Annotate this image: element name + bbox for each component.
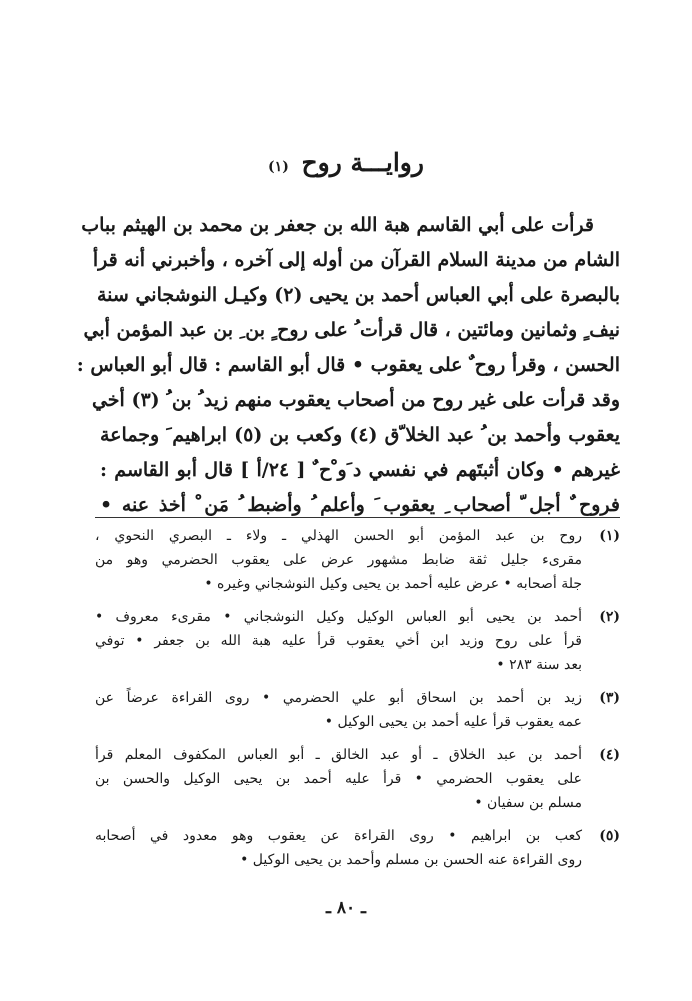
footnote-number: (٥) <box>599 828 620 844</box>
footnote-line: زيد بن أحمد بن اسحاق أبو علي الحضرمي • روى القراءة عرضاً عن <box>95 690 582 706</box>
section-title-text: روايـــة روح <box>301 148 424 177</box>
footnote-line: قرأ على روح وزيد ابن أخي يعقوب قرأ عليه هبة الله بن جعفر • توفي <box>95 633 582 649</box>
footnote <box>95 824 620 872</box>
footnote-line: بعد سنة ٢٨٣ • <box>496 657 582 673</box>
title-footnote-ref: (١) <box>268 159 289 175</box>
footnote-line: مقرىء جليل ثقة ضابط مشهور عرض على يعقوب الحضرمي وهو من <box>95 552 582 568</box>
text-line: غيرهم • وكان أثبتَهم في نفسي د َو ْح ٌ [ ٢٤/أ ] قال أبو القاسم : <box>100 459 620 481</box>
footnote-line: أحمد بن عبد الخلاق ـ أو عبد الخالق ـ أبو العباس المكفوف المعلم قرأ <box>95 747 582 763</box>
footnote <box>95 686 620 734</box>
footnote-divider <box>95 517 620 518</box>
footnote <box>95 743 620 815</box>
main-text <box>76 208 621 523</box>
footnote-line: على يعقوب الحضرمي • قرأ عليه أحمد بن يحيى الوكيل والحسن بن <box>95 771 582 787</box>
footnote-line: كعب بن ابراهيم • روى القراءة عن يعقوب وهو معدود في أصحابه <box>95 828 582 844</box>
footnote-line: روح بن عبد المؤمن أبو الحسن الهذلي ـ ولاء ـ البصري النحوي ، <box>95 528 582 544</box>
page-number: ـ ٨٠ ـ <box>325 898 367 918</box>
section-title <box>0 148 692 177</box>
footnote-line: جلة أصحابه • عرض عليه أحمد بن يحيى وكيل النوشجاني وغيره • <box>204 576 582 592</box>
text-line: وقد قرأت على غير روح من أصحاب يعقوب منهم زيد ُ بن ُ (٣) أخي <box>91 389 620 411</box>
text-line: الحسن ، وقرأ روح ٌ على يعقوب • قال أبو القاسم : قال أبو العباس : <box>76 354 620 376</box>
footnote-number: (١) <box>599 528 620 544</box>
footnote-number: (٣) <box>599 690 620 706</box>
footnote-number: (٤) <box>599 747 620 763</box>
footnote-line: أحمد بن يحيى أبو العباس الوكيل وكيل النوشجاني • مقرىء معروف • <box>95 609 582 625</box>
text-line: بالبصرة على أبي العباس أحمد بن يحيى (٢) وكيـل النوشجاني سنة <box>96 284 620 306</box>
text-line: قرأت على أبي القاسم هبة الله بن جعفر بن محمد بن الهيثم بباب <box>81 214 594 236</box>
footnote-line: روى القراءة عنه الحسن بن مسلم وأحمد بن يحيى الوكيل • <box>240 852 582 868</box>
footnote <box>95 524 620 596</box>
footnote-line: مسلم بن سفيان • <box>474 795 582 811</box>
footnote-number: (٢) <box>599 609 620 625</box>
text-line: الشام من مدينة السلام القرآن من أوله إلى آخره ، وأخبرني أنه قرأ <box>92 249 620 271</box>
text-line: يعقوب وأحمد بن ُ عبد الخلا ّق (٤) وكعب بن (٥) ابراهيم َ وجماعة <box>100 424 621 446</box>
footnotes <box>95 524 620 881</box>
text-line: نيف ٍ وثمانين ومائتين ، قال قرأت ُ على روح ٍ بن ِ بن عبد المؤمن أبي <box>83 319 620 341</box>
footnote <box>95 605 620 677</box>
footnote-line: عمه يعقوب قرأ عليه أحمد بن يحيى الوكيل • <box>324 714 582 730</box>
text-line: فروح ٌ أجل ّ أصحاب ِ يعقوب َ وأعلم ُ وأضبط ُ مَن ْ أخذ عنه • <box>100 494 620 516</box>
